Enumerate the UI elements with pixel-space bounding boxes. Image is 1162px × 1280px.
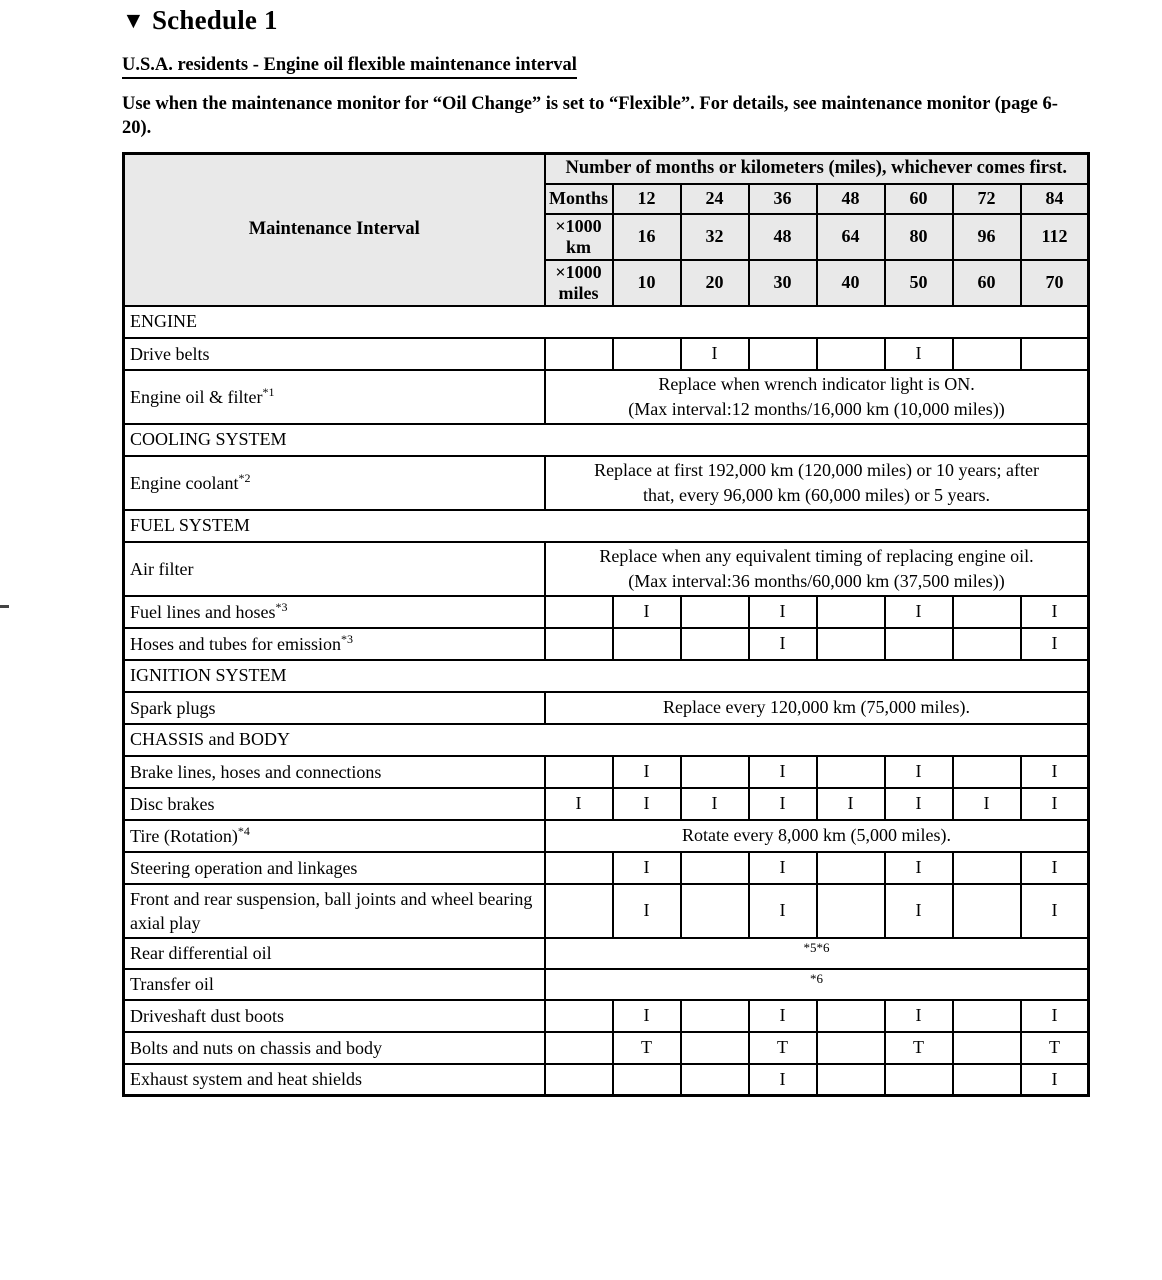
mark-cell bbox=[953, 1000, 1021, 1032]
header-value: 10 bbox=[613, 260, 681, 306]
item-label: Steering operation and linkages bbox=[124, 852, 545, 884]
subheader-label: ×1000 miles bbox=[545, 260, 613, 306]
item-row bbox=[124, 542, 1089, 596]
item-label: Fuel lines and hoses$^{*3}$ bbox=[124, 596, 545, 628]
mark-cell: I bbox=[749, 756, 817, 788]
section-marker-icon: ▼ bbox=[122, 8, 145, 33]
item-row bbox=[124, 938, 1089, 969]
mark-cell bbox=[817, 1032, 885, 1064]
section-heading-text: U.S.A. residents - Engine oil flexible maintenance interval bbox=[122, 55, 577, 79]
mark-cell: I bbox=[613, 852, 681, 884]
mark-cell: I bbox=[749, 596, 817, 628]
mark-cell bbox=[681, 1000, 749, 1032]
message-line: (Max interval:36 months/60,000 km (37,500 miles)) bbox=[628, 570, 1005, 591]
section-label: ENGINE bbox=[124, 306, 1089, 338]
header-value: 48 bbox=[749, 214, 817, 260]
mark-cell bbox=[817, 1000, 885, 1032]
message-line: Replace at first 192,000 km (120,000 miles) or 10 years; after bbox=[594, 459, 1039, 480]
mark-cell bbox=[681, 1064, 749, 1096]
mark-cell: I bbox=[681, 788, 749, 820]
page-margin-mark bbox=[0, 605, 9, 608]
header-value: 112 bbox=[1021, 214, 1089, 260]
item-label: Hoses and tubes for emission$^{*3}$ bbox=[124, 628, 545, 660]
mark-cell bbox=[613, 1064, 681, 1096]
item-label: Spark plugs bbox=[124, 692, 545, 724]
item-label: Engine coolant$^{*2}$ bbox=[124, 456, 545, 510]
mark-cell: I bbox=[749, 1064, 817, 1096]
mark-cell bbox=[545, 1064, 613, 1096]
intro-paragraph: Use when the maintenance monitor for “Oil Change” is set to “Flexible”. For details, see maintenance monitor (page 6-20). bbox=[122, 94, 1058, 138]
mark-cell: I bbox=[885, 596, 953, 628]
item-row bbox=[124, 338, 1089, 370]
mark-cell bbox=[545, 338, 613, 370]
mark-cell bbox=[545, 628, 613, 660]
mark-cell bbox=[681, 596, 749, 628]
header-value: 50 bbox=[885, 260, 953, 306]
mark-cell bbox=[953, 628, 1021, 660]
mark-cell: I bbox=[1021, 788, 1089, 820]
mark-cell bbox=[681, 1032, 749, 1064]
message-line: Replace when any equivalent timing of replacing engine oil. bbox=[599, 545, 1034, 566]
mark-cell: T bbox=[885, 1032, 953, 1064]
mark-cell bbox=[613, 338, 681, 370]
mark-cell bbox=[545, 596, 613, 628]
mark-cell bbox=[817, 338, 885, 370]
item-row bbox=[124, 788, 1089, 820]
note-cell: *5*6 bbox=[545, 938, 1089, 969]
note-cell: *6 bbox=[545, 969, 1089, 1000]
mark-cell bbox=[885, 628, 953, 660]
mark-cell: I bbox=[749, 788, 817, 820]
mark-cell bbox=[545, 1000, 613, 1032]
mark-cell: I bbox=[885, 338, 953, 370]
header-value: 36 bbox=[749, 184, 817, 214]
mark-cell: I bbox=[885, 788, 953, 820]
subheader-label: Months bbox=[545, 184, 613, 214]
message-cell bbox=[545, 820, 1089, 852]
mark-cell bbox=[545, 756, 613, 788]
item-label: Drive belts bbox=[124, 338, 545, 370]
header-value: 30 bbox=[749, 260, 817, 306]
mark-cell bbox=[953, 338, 1021, 370]
mark-cell bbox=[681, 852, 749, 884]
header-value: 80 bbox=[885, 214, 953, 260]
mark-cell: I bbox=[885, 884, 953, 938]
footnote-ref: *3 bbox=[340, 631, 353, 646]
document-page bbox=[122, 0, 1088, 1097]
header-value: 20 bbox=[681, 260, 749, 306]
mark-cell bbox=[681, 756, 749, 788]
mark-cell bbox=[885, 1064, 953, 1096]
mark-cell: I bbox=[885, 756, 953, 788]
mark-cell bbox=[953, 1032, 1021, 1064]
mark-cell: I bbox=[545, 788, 613, 820]
footnote-ref: *4 bbox=[237, 823, 250, 838]
message-cell bbox=[545, 542, 1089, 596]
footnote-ref: *3 bbox=[275, 599, 288, 614]
page-title-text: Schedule 1 bbox=[151, 5, 278, 35]
mark-cell bbox=[1021, 338, 1089, 370]
mark-cell: I bbox=[1021, 884, 1089, 938]
mark-cell: I bbox=[1021, 1064, 1089, 1096]
mark-cell: I bbox=[749, 852, 817, 884]
header-value: 24 bbox=[681, 184, 749, 214]
mark-cell bbox=[681, 628, 749, 660]
mark-cell bbox=[953, 852, 1021, 884]
span-header: Number of months or kilometers (miles), whichever comes first. bbox=[545, 154, 1089, 184]
item-row bbox=[124, 884, 1089, 938]
item-label: Driveshaft dust boots bbox=[124, 1000, 545, 1032]
header-value: 84 bbox=[1021, 184, 1089, 214]
maintenance-schedule-table bbox=[122, 152, 1090, 1097]
header-value: 72 bbox=[953, 184, 1021, 214]
mark-cell bbox=[545, 1032, 613, 1064]
item-row bbox=[124, 1064, 1089, 1096]
mark-cell: I bbox=[681, 338, 749, 370]
mark-cell: T bbox=[613, 1032, 681, 1064]
mark-cell bbox=[817, 596, 885, 628]
mark-cell: I bbox=[953, 788, 1021, 820]
subheader-label: ×1000 km bbox=[545, 214, 613, 260]
mark-cell bbox=[953, 884, 1021, 938]
message-line: Rotate every 8,000 km (5,000 miles). bbox=[682, 825, 951, 845]
header-value: 60 bbox=[953, 260, 1021, 306]
item-label: Rear differential oil bbox=[124, 938, 545, 969]
item-label: Brake lines, hoses and connections bbox=[124, 756, 545, 788]
message-cell bbox=[545, 370, 1089, 424]
mark-cell bbox=[953, 1064, 1021, 1096]
header-value: 64 bbox=[817, 214, 885, 260]
mark-cell: I bbox=[1021, 1000, 1089, 1032]
item-row bbox=[124, 852, 1089, 884]
section-row bbox=[124, 510, 1089, 542]
mark-cell: I bbox=[1021, 596, 1089, 628]
item-label: Bolts and nuts on chassis and body bbox=[124, 1032, 545, 1064]
item-row bbox=[124, 969, 1089, 1000]
message-line: Replace every 120,000 km (75,000 miles). bbox=[663, 697, 970, 717]
mark-cell bbox=[545, 852, 613, 884]
mark-cell bbox=[953, 596, 1021, 628]
header-value: 48 bbox=[817, 184, 885, 214]
mark-cell: I bbox=[1021, 756, 1089, 788]
item-label: Disc brakes bbox=[124, 788, 545, 820]
item-row bbox=[124, 756, 1089, 788]
mark-cell: I bbox=[749, 1000, 817, 1032]
header-value: 60 bbox=[885, 184, 953, 214]
header-value: 12 bbox=[613, 184, 681, 214]
message-line: that, every 96,000 km (60,000 miles) or 5 years. bbox=[643, 484, 990, 505]
footnote-ref: *2 bbox=[238, 470, 251, 485]
item-label: Transfer oil bbox=[124, 969, 545, 1000]
mark-cell bbox=[817, 852, 885, 884]
mark-cell: I bbox=[613, 884, 681, 938]
item-row bbox=[124, 628, 1089, 660]
mark-cell: I bbox=[1021, 852, 1089, 884]
mark-cell bbox=[953, 756, 1021, 788]
mark-cell: I bbox=[885, 1000, 953, 1032]
item-label: Engine oil & filter$^{*1}$ bbox=[124, 370, 545, 424]
message-cell bbox=[545, 692, 1089, 724]
section-row bbox=[124, 660, 1089, 692]
mark-cell: T bbox=[1021, 1032, 1089, 1064]
item-row bbox=[124, 1000, 1089, 1032]
mark-cell bbox=[817, 756, 885, 788]
item-row bbox=[124, 692, 1089, 724]
page-title bbox=[122, 5, 1088, 36]
mark-cell: I bbox=[817, 788, 885, 820]
section-label: IGNITION SYSTEM bbox=[124, 660, 1089, 692]
section-row bbox=[124, 724, 1089, 756]
item-row bbox=[124, 596, 1089, 628]
message-line: Replace when wrench indicator light is ON. bbox=[658, 373, 975, 394]
mark-cell bbox=[749, 338, 817, 370]
mark-cell: I bbox=[613, 788, 681, 820]
mark-cell bbox=[817, 628, 885, 660]
item-row bbox=[124, 1032, 1089, 1064]
header-value: 40 bbox=[817, 260, 885, 306]
message-cell bbox=[545, 456, 1089, 510]
message-line: (Max interval:12 months/16,000 km (10,000 miles)) bbox=[628, 398, 1005, 419]
mark-cell: I bbox=[613, 596, 681, 628]
section-label: CHASSIS and BODY bbox=[124, 724, 1089, 756]
section-label: COOLING SYSTEM bbox=[124, 424, 1089, 456]
item-label: Tire (Rotation)$^{*4}$ bbox=[124, 820, 545, 852]
item-row bbox=[124, 456, 1089, 510]
section-row bbox=[124, 424, 1089, 456]
mark-cell: I bbox=[613, 1000, 681, 1032]
item-label: Exhaust system and heat shields bbox=[124, 1064, 545, 1096]
header-value: 70 bbox=[1021, 260, 1089, 306]
item-label: Air filter bbox=[124, 542, 545, 596]
mark-cell: I bbox=[613, 756, 681, 788]
item-row bbox=[124, 820, 1089, 852]
section-heading bbox=[122, 55, 1088, 79]
table-header-row bbox=[124, 154, 1089, 184]
mark-cell: I bbox=[749, 884, 817, 938]
mark-cell: I bbox=[885, 852, 953, 884]
mark-cell bbox=[545, 884, 613, 938]
header-value: 16 bbox=[613, 214, 681, 260]
corner-header: Maintenance Interval bbox=[124, 154, 545, 306]
section-row bbox=[124, 306, 1089, 338]
mark-cell: I bbox=[1021, 628, 1089, 660]
section-label: FUEL SYSTEM bbox=[124, 510, 1089, 542]
header-value: 32 bbox=[681, 214, 749, 260]
footnote-ref: *1 bbox=[262, 384, 275, 399]
mark-cell: T bbox=[749, 1032, 817, 1064]
mark-cell bbox=[681, 884, 749, 938]
mark-cell bbox=[817, 1064, 885, 1096]
item-row bbox=[124, 370, 1089, 424]
item-label: Front and rear suspension, ball joints and wheel bearing axial play bbox=[124, 884, 545, 938]
mark-cell: I bbox=[749, 628, 817, 660]
header-value: 96 bbox=[953, 214, 1021, 260]
mark-cell bbox=[613, 628, 681, 660]
mark-cell bbox=[817, 884, 885, 938]
